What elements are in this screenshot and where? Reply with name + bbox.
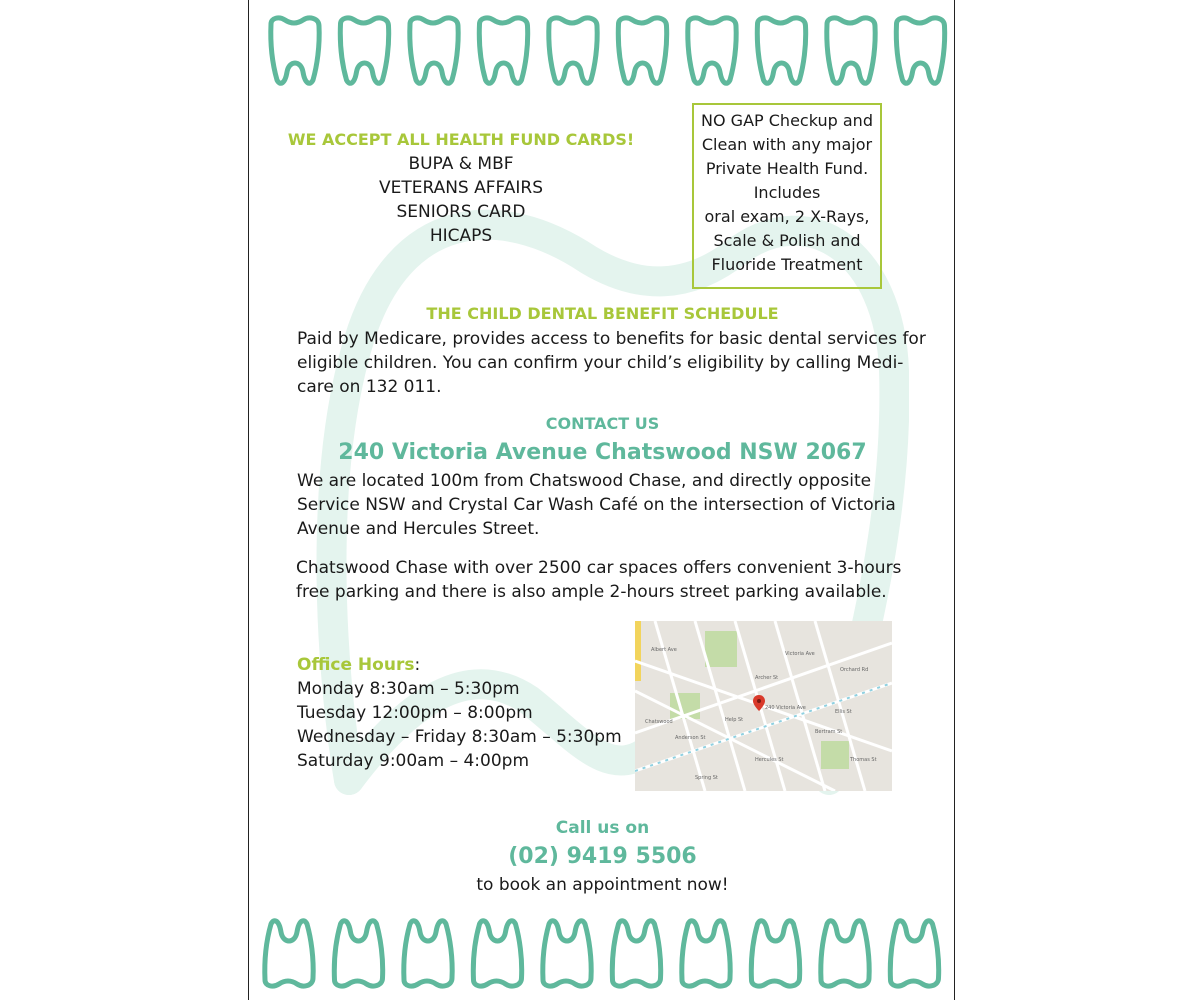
tooth-outline-icon xyxy=(821,921,869,986)
paragraph-line: Paid by Medicare, provides access to benefits for basic dental services for xyxy=(297,329,926,349)
hours-line: Wednesday – Friday 8:30am – 5:30pm xyxy=(297,727,622,747)
rail-line xyxy=(635,621,641,681)
offer-line: Private Health Fund. xyxy=(705,159,869,178)
tooth-outline-icon xyxy=(890,921,938,986)
tooth-outline-icon xyxy=(473,921,521,986)
hours-line: Monday 8:30am – 5:30pm xyxy=(297,679,520,699)
health-fund-item: BUPA & MBF xyxy=(408,154,514,174)
paragraph-line: Avenue and Hercules Street. xyxy=(297,519,540,539)
office-hours-title xyxy=(297,653,627,677)
health-fund-item: SENIORS CARD xyxy=(396,202,526,222)
map-street-label: Victoria Ave xyxy=(785,651,815,657)
health-fund-heading: WE ACCEPT ALL HEALTH FUND CARDS! xyxy=(287,130,635,149)
tooth-outline-icon xyxy=(757,18,805,83)
tooth-outline-icon xyxy=(340,18,388,83)
phone-number[interactable]: (02) 9419 5506 xyxy=(508,844,697,869)
tooth-outline-icon xyxy=(549,18,597,83)
paragraph-line: care on 132 011. xyxy=(297,377,442,397)
tooth-outline-icon xyxy=(827,18,875,83)
tooth-outline-icon xyxy=(688,18,736,83)
park-area xyxy=(821,741,849,769)
map-street-label: Spring St xyxy=(695,775,718,781)
bottom-tooth-border xyxy=(249,912,955,992)
park-area xyxy=(705,631,737,667)
hours-line: Saturday 9:00am – 4:00pm xyxy=(297,751,529,771)
health-fund-block xyxy=(279,128,643,248)
tooth-outline-icon xyxy=(410,18,458,83)
offer-line: oral exam, 2 X-Rays, xyxy=(704,207,870,226)
map-station-label: Chatswood xyxy=(645,719,673,725)
call-heading: Call us on xyxy=(555,818,650,838)
tooth-outline-icon xyxy=(896,18,944,83)
contact-address: 240 Victoria Avenue Chatswood NSW 2067 xyxy=(338,440,867,465)
tooth-outline-icon xyxy=(612,921,660,986)
map-graphic xyxy=(635,621,892,791)
tooth-outline-icon xyxy=(479,18,527,83)
map-street-label: Hercules St xyxy=(755,757,784,763)
tooth-outline-icon xyxy=(265,921,313,986)
map-street-label: Bertram St xyxy=(815,729,843,735)
map-street-label: Albert Ave xyxy=(651,647,677,653)
tooth-outline-icon xyxy=(682,921,730,986)
map-street-label: Anderson St xyxy=(675,735,706,741)
location-map[interactable] xyxy=(635,621,892,791)
map-street-label: Ellis St xyxy=(835,709,852,715)
health-fund-item: VETERANS AFFAIRS xyxy=(378,178,544,198)
offer-line: Includes xyxy=(753,183,821,202)
paragraph-line: Service NSW and Crystal Car Wash Café on the intersection of Victoria xyxy=(297,495,896,515)
offer-line: Fluoride Treatment xyxy=(711,255,863,274)
parking-text xyxy=(296,556,936,604)
tooth-outline-icon xyxy=(404,921,452,986)
no-gap-offer-box xyxy=(692,103,882,289)
tooth-outline-icon xyxy=(334,921,382,986)
tooth-outline-icon xyxy=(543,921,591,986)
child-benefit-text xyxy=(297,327,937,399)
paragraph-line: Chatswood Chase with over 2500 car spaces offers convenient 3-hours xyxy=(296,558,902,578)
child-benefit-heading: THE CHILD DENTAL BENEFIT SCHEDULE xyxy=(426,304,779,323)
offer-line: NO GAP Checkup and xyxy=(701,111,873,130)
tooth-outline-icon xyxy=(751,921,799,986)
location-text xyxy=(297,469,937,541)
office-hours-colon: : xyxy=(414,655,421,675)
paragraph-line: eligible children. You can confirm your child’s eligibility by calling Medi- xyxy=(297,353,904,373)
health-fund-item: HICAPS xyxy=(429,226,493,246)
tooth-outline-icon xyxy=(271,18,319,83)
map-pin-label: 240 Victoria Ave xyxy=(765,705,806,711)
office-hours-block xyxy=(297,653,627,773)
flyer-page xyxy=(248,0,955,1000)
office-hours-label: Office Hours xyxy=(297,655,415,675)
contact-heading: CONTACT US xyxy=(545,414,660,433)
map-street-label: Orchard Rd xyxy=(840,667,869,673)
offer-line: Clean with any major xyxy=(701,135,873,154)
call-to-action: to book an appointment now! xyxy=(476,875,729,895)
top-tooth-border xyxy=(249,12,955,92)
map-street-label: Archer St xyxy=(755,675,779,681)
paragraph-line: free parking and there is also ample 2-hours street parking available. xyxy=(296,582,887,602)
offer-line: Scale & Polish and xyxy=(713,231,861,250)
paragraph-line: We are located 100m from Chatswood Chase, and directly opposite xyxy=(297,471,872,491)
hours-line: Tuesday 12:00pm – 8:00pm xyxy=(297,703,533,723)
map-street-label: Thomas St xyxy=(850,757,877,763)
map-street-label: Help St xyxy=(725,717,744,723)
tooth-outline-icon xyxy=(618,18,666,83)
